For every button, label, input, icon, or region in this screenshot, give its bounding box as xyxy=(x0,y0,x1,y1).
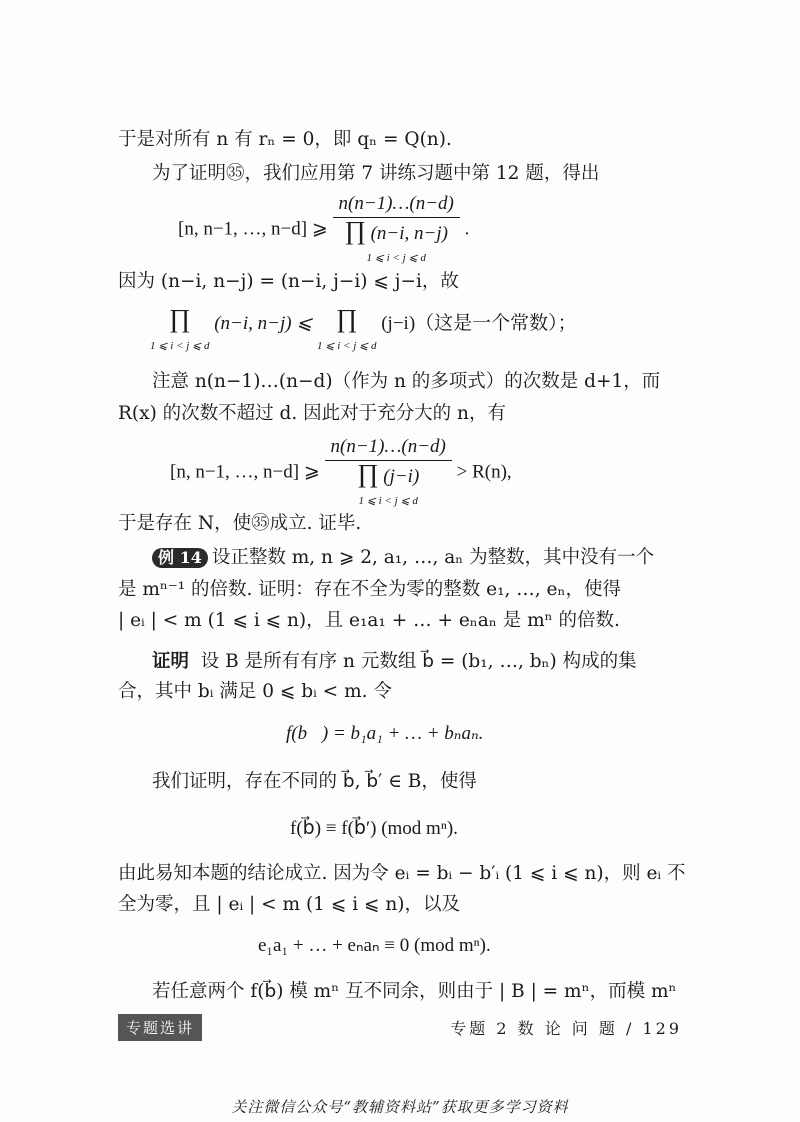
example-badge: 例 14 xyxy=(152,548,208,568)
eq3-den-term: (j−i) xyxy=(383,466,420,487)
text-line: 由此易知本题的结论成立. 因为令 eᵢ = bᵢ − b′ᵢ (1 ⩽ i ⩽ n)，则 eᵢ 不 xyxy=(118,863,686,884)
text-line: 若任意两个 f(b⃗) 模 mⁿ 互不同余，则由于 | B | = mⁿ，而模 mⁿ xyxy=(152,981,677,1002)
eq1-end: . xyxy=(464,218,470,240)
eq2-sub-right: 1 ⩽ i < j ⩽ d xyxy=(317,340,377,352)
proof-line xyxy=(152,650,732,674)
chapter-title: 专题 2 数 论 问 题 / xyxy=(450,1019,635,1038)
text-line: 是 mⁿ⁻¹ 的倍数. 证明：存在不全为零的整数 e₁, …, eₙ，使得 xyxy=(118,579,621,600)
eq2-prod-left xyxy=(150,304,210,355)
text-line: 注意 n(n−1)…(n−d)（作为 n 的多项式）的次数是 d+1，而 xyxy=(152,371,661,392)
eq1-left: [n, n−1, …, n−d] ⩾ xyxy=(178,218,328,240)
text-line: 我们证明，存在不同的 b⃗, b⃗′ ∈ B，使得 xyxy=(152,771,477,792)
product-symbol: ∏ xyxy=(169,304,191,333)
text-line: R(x) 的次数不超过 d. 因此对于充分大的 n，有 xyxy=(118,403,506,424)
text-line: 于是对所有 n 有 rₙ = 0，即 qₙ = Q(n). xyxy=(118,129,452,150)
eq1-fraction xyxy=(333,193,460,267)
page-number: 129 xyxy=(642,1019,682,1038)
equation-4: f(b⃗) = b₁a₁ + … + bₙaₙ. xyxy=(286,723,484,744)
eq1-den-term: (n−i, n−j) xyxy=(370,223,448,244)
text-line: 为了证明㉟，我们应用第 7 讲练习题中第 12 题，得出 xyxy=(152,163,600,184)
proof-text: 设 B 是所有有序 n 元数组 b⃗ = (b₁, …, bₙ) 构成的集 xyxy=(200,651,637,672)
eq1-numerator: n(n−1)…(n−d) xyxy=(333,193,460,218)
eq2-left: (n−i, n−j) ⩽ xyxy=(214,313,313,334)
section-tag: 专题选讲 xyxy=(118,1014,202,1041)
equation-3 xyxy=(170,436,512,510)
product-symbol: ∏ xyxy=(357,459,379,488)
eq3-right: > R(n), xyxy=(456,461,512,483)
text-line: 全为零，且 | eᵢ | < m (1 ⩽ i ⩽ n)，以及 xyxy=(118,894,461,915)
example-text: 设正整数 m, n ⩾ 2, a₁, …, aₙ 为整数，其中没有一个 xyxy=(211,547,655,568)
eq2-right: (j−i)（这是一个常数）； xyxy=(381,313,577,334)
eq3-denominator xyxy=(325,461,452,510)
product-symbol: ∏ xyxy=(336,304,358,333)
eq1-den-sub: 1 ⩽ i < j ⩽ d xyxy=(366,252,426,264)
proof-label: 证明 xyxy=(152,651,190,672)
eq1-denominator xyxy=(333,218,460,267)
text-line: 合，其中 bᵢ 满足 0 ⩽ bᵢ < m. 令 xyxy=(118,681,392,702)
text-line: 于是存在 N，使㉟成立. 证毕. xyxy=(118,513,362,534)
eq3-fraction xyxy=(325,436,452,510)
equation-5: f(b⃗) ≡ f(b⃗′) (mod mⁿ). xyxy=(290,818,458,839)
eq2-sub-left: 1 ⩽ i < j ⩽ d xyxy=(150,340,210,352)
watermark-text: 关注微信公众号“教辅资料站”获取更多学习资料 xyxy=(231,1098,569,1116)
eq3-den-sub: 1 ⩽ i < j ⩽ d xyxy=(358,495,418,507)
text-line: | eᵢ | < m (1 ⩽ i ⩽ n)，且 e₁a₁ + … + eₙaₙ 是 mⁿ 的倍数. xyxy=(118,610,620,631)
equation-2 xyxy=(150,304,577,355)
equation-1 xyxy=(178,193,469,267)
eq3-left: [n, n−1, …, n−d] ⩾ xyxy=(170,461,320,483)
eq3-numerator: n(n−1)…(n−d) xyxy=(325,436,452,461)
equation-6: e₁a₁ + … + eₙaₙ ≡ 0 (mod mⁿ). xyxy=(258,935,491,956)
text-line: 因为 (n−i, n−j) = (n−i, j−i) ⩽ j−i，故 xyxy=(118,271,459,292)
product-symbol: ∏ xyxy=(344,216,366,245)
eq2-prod-right xyxy=(317,304,377,355)
example-line xyxy=(152,546,732,570)
running-footer xyxy=(450,1016,682,1039)
